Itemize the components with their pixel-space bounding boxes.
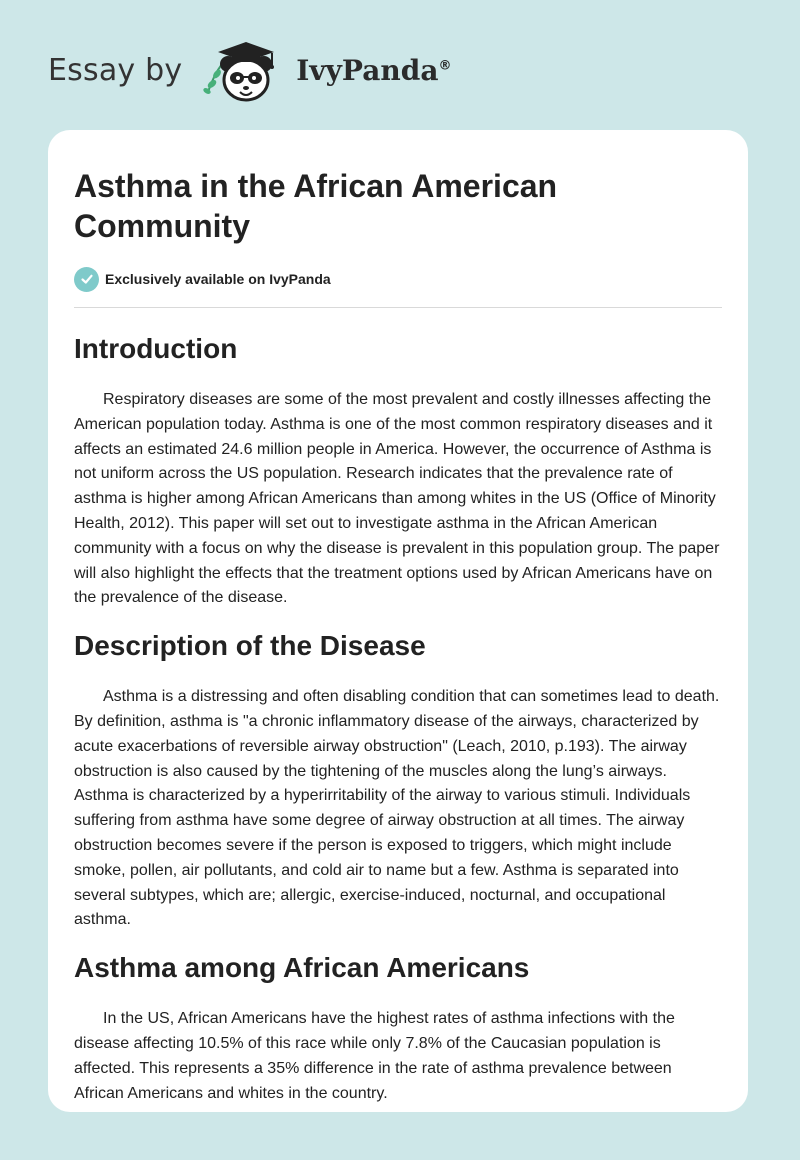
site-logo[interactable]	[48, 34, 451, 106]
section-heading-introduction: Introduction	[74, 333, 238, 364]
section-paragraph-description: Asthma is a distressing and often disabling condition that can sometimes lead to death. By definition, asthma is "a chronic inflammatory disease of the airways, characterized by acute exacerbations of reversible airway obstruction" (Leach, 2010, p.193). The airway obstruction is also caused by the tightening of the muscles along the lung’s airways. Asthma is characterized by a hyperirritability of the airway to various stimuli. Individuals suffering from asthma have some degree of airway obstruction at all times. The airway obstruction becomes severe if the person is exposed to triggers, which might include smoke, pollen, air pollutants, and cold air to name but a few. Asthma is separated into several subtypes, which are; allergic, exercise-induced, nocturnal, and occupational asthma.	[74, 688, 720, 929]
section-heading-among-african-americans: Asthma among African Americans	[74, 952, 530, 984]
divider	[74, 307, 722, 308]
article-card	[48, 130, 748, 1112]
article-title: Asthma in the African American Community	[74, 168, 558, 244]
exclusive-badge	[74, 266, 722, 292]
registered-mark: ®	[438, 58, 452, 74]
brand-prefix: Essay by	[48, 52, 183, 88]
panda-logo-icon	[198, 34, 290, 106]
section-paragraph-introduction: Respiratory diseases are some of the most prevalent and costly illnesses affecting the American population today. Asthma is one of the most common respiratory diseases and it affects an estimated 24.6 million people in America. However, the occurrence of Asthma is not uniform across the US population. Research indicates that the prevalence rate of asthma is higher among African Americans than among whites in the US (Office of Minority Health, 2012). This paper will set out to investigate asthma in the African American community with a focus on why the disease is prevalent in this population group. The paper will also highlight the effects that the treatment options used by African Americans have on the prevalence of the disease.	[74, 391, 720, 607]
check-circle-icon	[74, 267, 99, 292]
brand-name: IvyPanda	[296, 53, 439, 87]
section-paragraph-among-african-americans: In the US, African Americans have the highest rates of asthma infections with the disease affecting 10.5% of this race while only 7.8% of the Caucasian population is affected. This represents a 35% difference in the rate of asthma prevalence between African Americans and whites in the country.	[74, 1010, 675, 1102]
badge-text: Exclusively available on IvyPanda	[105, 271, 331, 287]
section-heading-description: Description of the Disease	[74, 630, 426, 662]
